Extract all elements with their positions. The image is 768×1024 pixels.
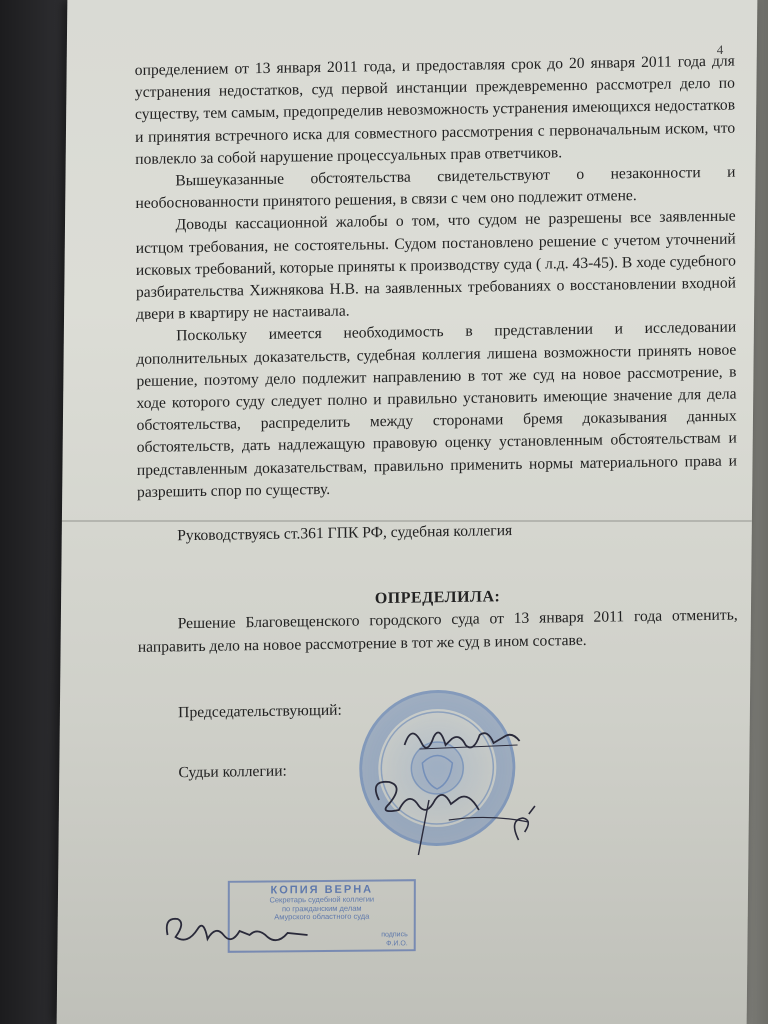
- decision-text: Решение Благовещенского городского суда от 13 января 2011 года отменить, направить дело на новое рассмотрение в тот же суд в ином составе.: [137, 606, 738, 656]
- document-page: [57, 0, 758, 1024]
- stamp-title: КОПИЯ ВЕРНА: [270, 883, 374, 897]
- stamp-line-1: Секретарь судебной коллегии: [269, 894, 375, 905]
- paragraph-2: Вышеуказанные обстоятельства свидетельствуют о незаконности и необоснованности принятого решения, в связи с чем оно подлежит отмене.: [135, 163, 736, 213]
- paragraph-1: определением от 13 января 2011 года, и предоставляя срок до 20 января 2011 года для устранения недостатков, суд первой инстанции преждевременно рассмотрел дело по существу, тем самым, предопределив невозможность устранения имеющихся недостатков и принятия встречного иска для совместного рассмотрения с первоначальным иском, что повлекло за собой нарушение процессуальных прав ответчиков.: [134, 52, 736, 168]
- judges-label: Судьи коллегии:: [178, 762, 287, 782]
- presiding-signature-icon: [399, 715, 530, 765]
- stamp-line-3: Амурского областного суда: [274, 911, 370, 922]
- stamp-line-2: по гражданским делам: [281, 903, 362, 913]
- paragraph-4: Поскольку имеется необходимость в представлении и исследовании дополнительных доказательств, судебная коллегия лишена возможности принять новое решение, поэтому дело подлежит направлению в тот же суд на новое рассмотрение, в ходе которого суду следует полно и правильно установить имеющие значение для дела обстоятельства, распределить между сторонами бремя доказывания данных обстоятельств, дать надлежащую правовую оценку установленным обстоятельствам и представленным доказательствам, правильно применить нормы материального права и разрешить спор по существу.: [136, 318, 737, 501]
- stamp-name-caption: Ф.И.О.: [386, 940, 408, 948]
- guided-by-line: Руководствуясь ст.361 ГПК РФ, судебная коллегия: [177, 522, 513, 545]
- page-number: 4: [716, 42, 724, 57]
- ruling-heading: ОПРЕДЕЛИЛА:: [374, 588, 501, 608]
- presiding-label: Председательствующий:: [178, 701, 342, 722]
- stamp-sign-caption: подпись: [381, 931, 408, 939]
- secretary-signature-icon: [157, 905, 348, 955]
- paragraph-3: Доводы кассационной жалобы о том, что судом не разрешены все заявленные истцом требования, не состоятельны. Судом постановлено решение с учетом уточнений исковых требований, которые приняты к производству суда ( л.д. 43-45). В ходе судебного разбирательства Хижнякова Н.В. на заявленных требованиях о восстановлении входной двери в квартиру не настаивала.: [135, 207, 737, 324]
- judge-initial-signature-icon: [498, 800, 559, 850]
